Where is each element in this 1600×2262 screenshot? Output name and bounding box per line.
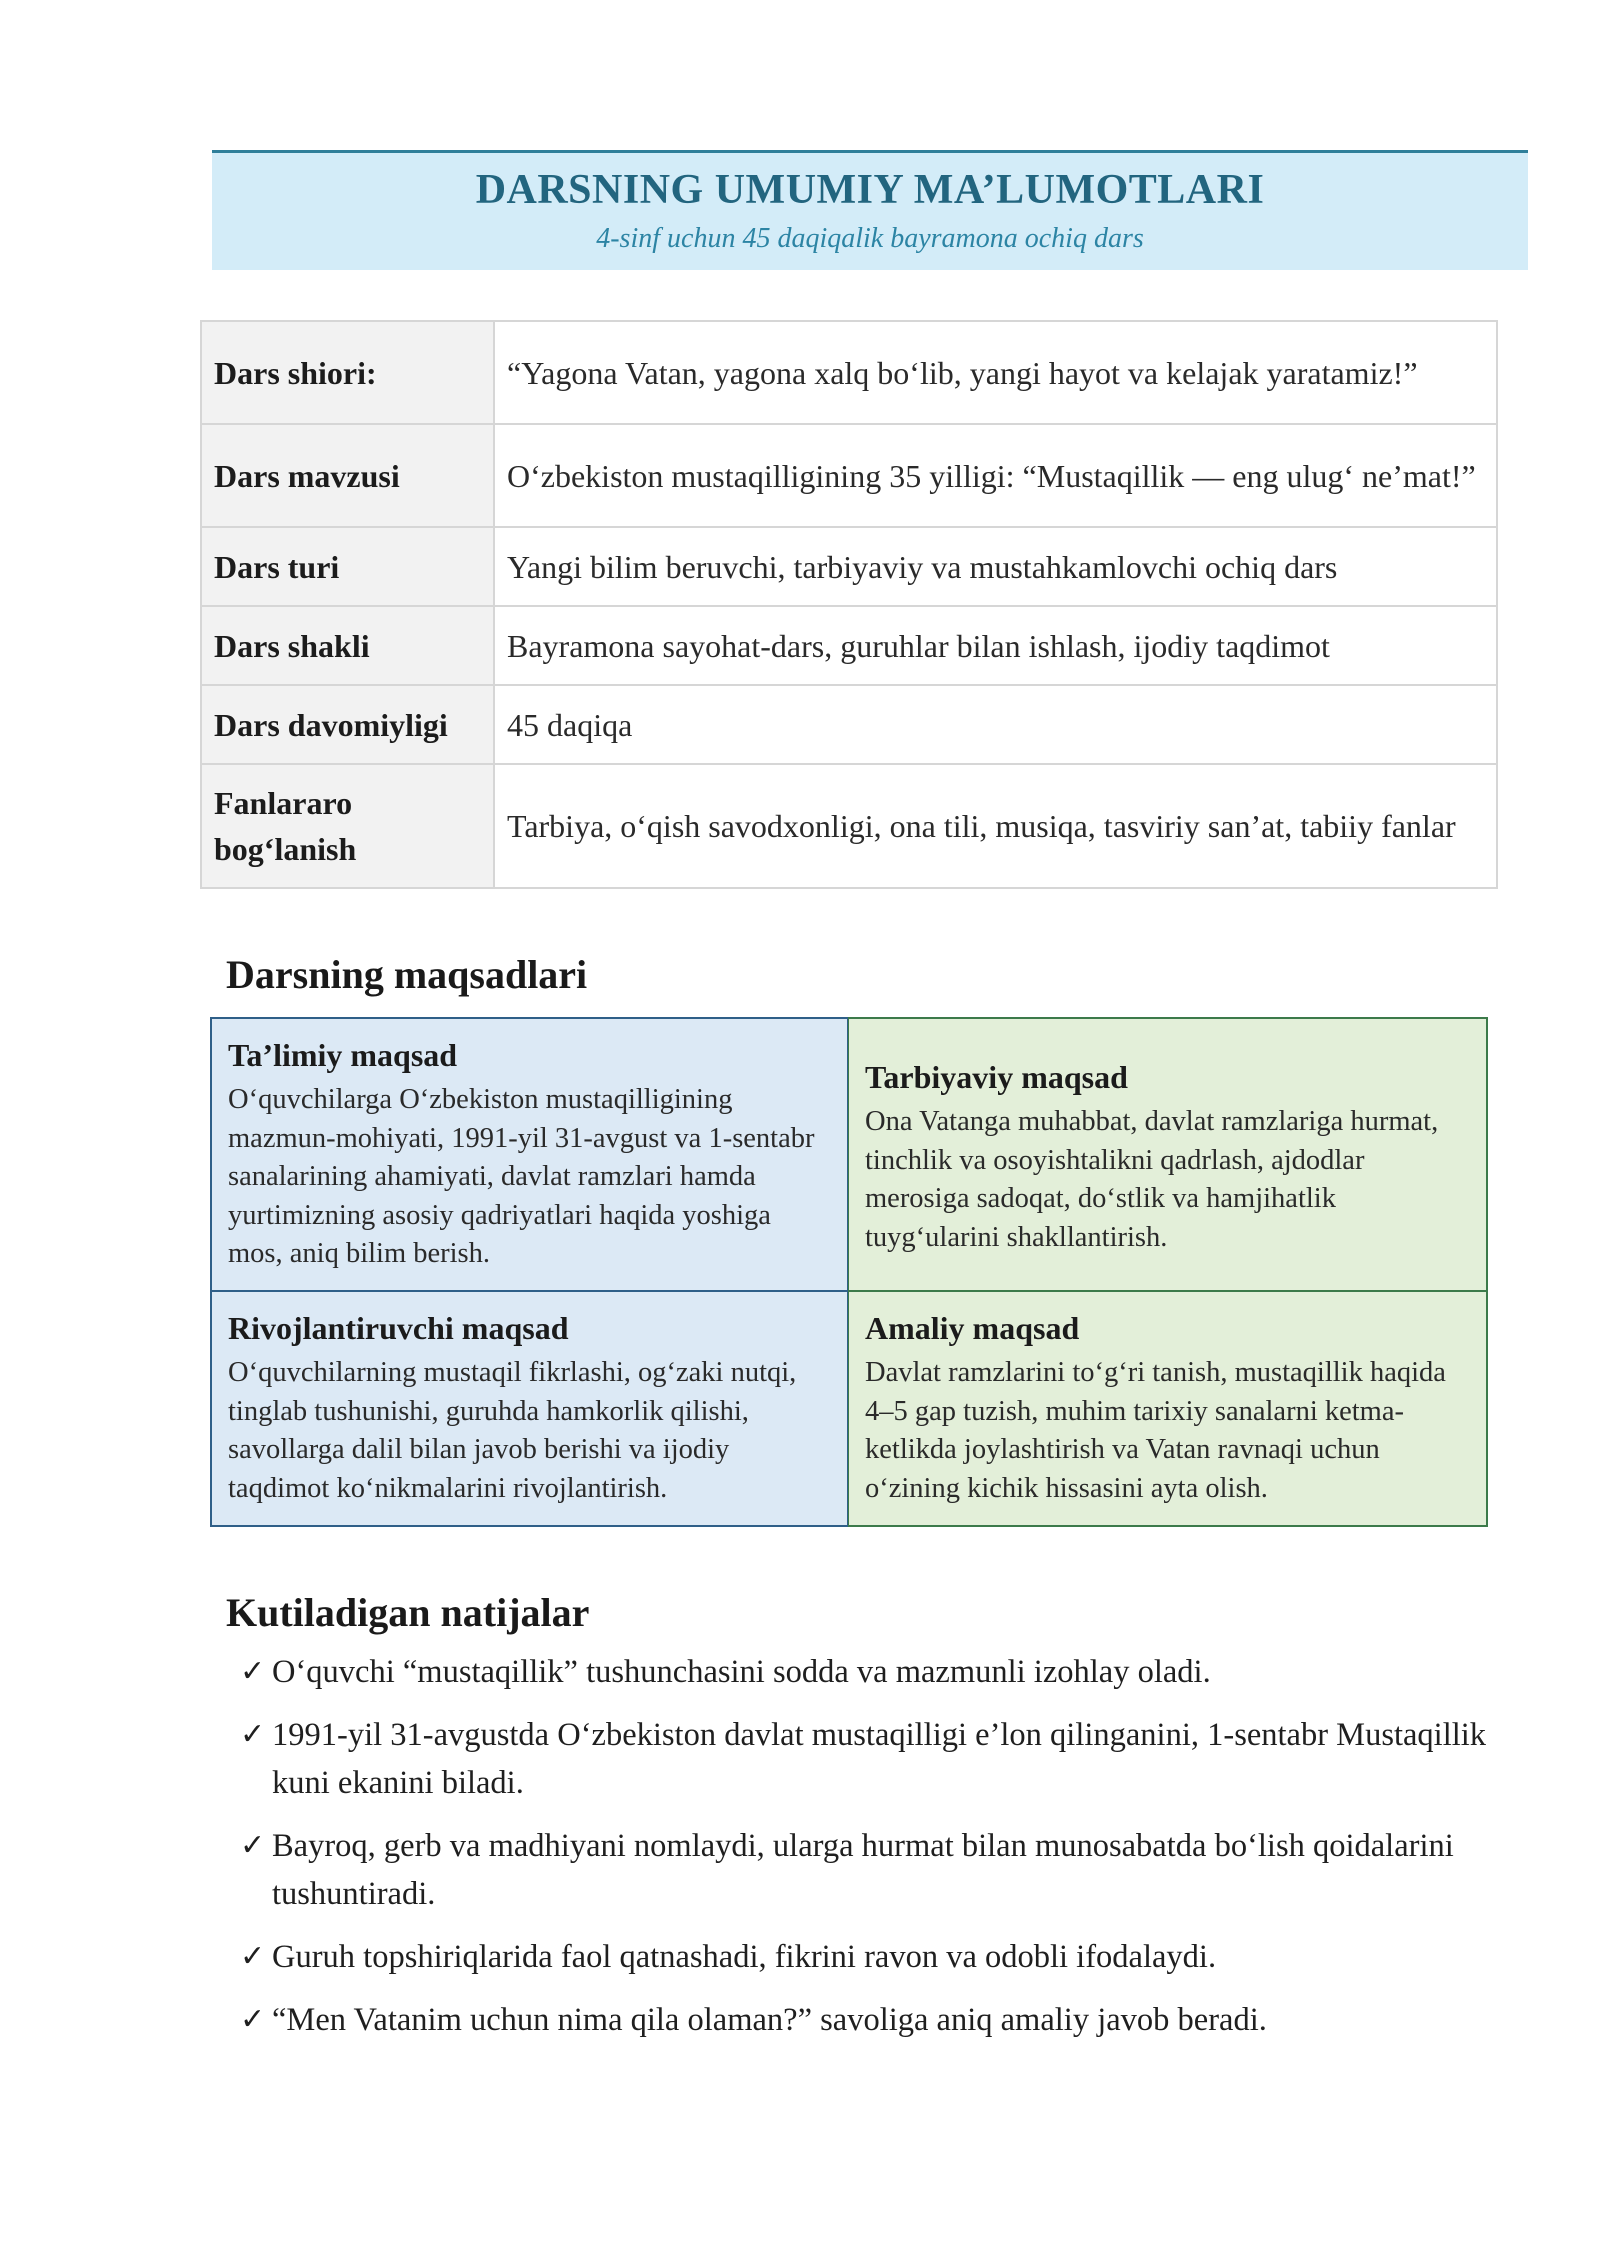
goal-title: Tarbiyaviy maqsad <box>865 1059 1128 1095</box>
goal-title: Ta’limiy maqsad <box>228 1037 458 1073</box>
table-row <box>201 606 1497 685</box>
info-label: Dars mavzusi <box>201 424 494 527</box>
info-label: Dars shakli <box>201 606 494 685</box>
info-value: Yangi bilim beruvchi, tarbiyaviy va mustahkamlovchi ochiq dars <box>494 527 1497 606</box>
page-subtitle: 4-sinf uchun 45 daqiqalik bayramona ochiq dars <box>596 223 1144 254</box>
goals-heading: Darsning maqsadlari <box>226 952 588 997</box>
info-value: Bayramona sayohat-dars, guruhlar bilan ishlash, ijodiy taqdimot <box>494 606 1497 685</box>
table-row <box>201 527 1497 606</box>
result-text: 1991-yil 31-avgustda O‘zbekiston davlat mustaqilligi e’lon qilinganini, 1-sentabr Mustaqillik kuni ekanini biladi. <box>272 1717 1487 1801</box>
result-text: Bayroq, gerb va madhiyani nomlaydi, ularga hurmat bilan munosabatda bo‘lish qoidalarini tushuntiradi. <box>272 1828 1454 1912</box>
goal-box-practical <box>848 1291 1488 1527</box>
info-value: “Yagona Vatan, yagona xalq bo‘lib, yangi hayot va kelajak yaratamiz!” <box>494 321 1497 424</box>
goal-text: O‘quvchilarga O‘zbekiston mustaqilligining mazmun-mohiyati, 1991-yil 31-avgust va 1-sentabr sanalarining ahamiyati, davlat ramzlari hamda yurtimizning asosiy qadriyatlari haqida yoshiga mos, aniq bilim berish. <box>228 1084 815 1269</box>
checkmark-icon: ✓ <box>240 1939 266 1974</box>
goal-box-educational <box>210 1017 848 1291</box>
info-label: Dars shiori: <box>201 321 494 424</box>
info-value: 45 daqiqa <box>494 685 1497 764</box>
list-item <box>240 1822 1500 1918</box>
goal-text: O‘quvchilarning mustaqil fikrlashi, og‘zaki nutqi, tinglab tushunishi, guruhda hamkorlik qilishi, savollarga dalil bilan javob berishi va ijodiy taqdimot ko‘nikmalarini rivojlantirish. <box>228 1357 797 1504</box>
list-item <box>240 1711 1500 1807</box>
info-value: Tarbiya, o‘qish savodxonligi, ona tili, musiqa, tasviriy san’at, tabiiy fanlar <box>494 764 1497 888</box>
goal-text: Ona Vatanga muhabbat, davlat ramzlariga hurmat, tinchlik va osoyishtalikni qadrlash, ajdodlar merosiga sadoqat, do‘stlik va hamjihatlik tuyg‘ularini shakllantirish. <box>865 1106 1439 1253</box>
results-list <box>240 1648 1500 2059</box>
goal-text: Davlat ramzlarini to‘g‘ri tanish, mustaqillik haqida 4–5 gap tuzish, muhim tarixiy sanalarni ketma-ketlikda joylashtirish va Vatan ravnaqi uchun o‘zining kichik hissasini ayta olish. <box>865 1357 1446 1504</box>
list-item <box>240 1933 1500 1981</box>
checkmark-icon: ✓ <box>240 1654 266 1689</box>
goal-title: Amaliy maqsad <box>865 1310 1080 1346</box>
table-row <box>201 424 1497 527</box>
checkmark-icon: ✓ <box>240 2002 266 2037</box>
lesson-info-table <box>200 320 1498 889</box>
table-row <box>201 685 1497 764</box>
checkmark-icon: ✓ <box>240 1717 266 1752</box>
info-label: Fanlararo bog‘lanish <box>201 764 494 888</box>
goals-grid <box>210 1017 1488 1527</box>
info-label: Dars davomiyligi <box>201 685 494 764</box>
info-value: O‘zbekiston mustaqilligining 35 yilligi: “Mustaqillik — eng ulug‘ ne’mat!” <box>494 424 1497 527</box>
list-item <box>240 1648 1500 1696</box>
goal-box-developmental <box>210 1291 848 1527</box>
results-heading: Kutiladigan natijalar <box>226 1590 590 1635</box>
list-item <box>240 1996 1500 2044</box>
result-text: O‘quvchi “mustaqillik” tushunchasini sodda va mazmunli izohlay oladi. <box>272 1654 1211 1690</box>
info-label: Dars turi <box>201 527 494 606</box>
checkmark-icon: ✓ <box>240 1828 266 1863</box>
goal-title: Rivojlantiruvchi maqsad <box>228 1310 569 1346</box>
header-banner <box>212 150 1528 270</box>
table-row <box>201 321 1497 424</box>
page-title: DARSNING UMUMIY MA’LUMOTLARI <box>475 167 1265 213</box>
result-text: Guruh topshiriqlarida faol qatnashadi, fikrini ravon va odobli ifodalaydi. <box>272 1939 1217 1975</box>
result-text: “Men Vatanim uchun nima qila olaman?” savoliga aniq amaliy javob beradi. <box>272 2002 1267 2038</box>
goal-box-upbringing <box>848 1017 1488 1291</box>
table-row <box>201 764 1497 888</box>
